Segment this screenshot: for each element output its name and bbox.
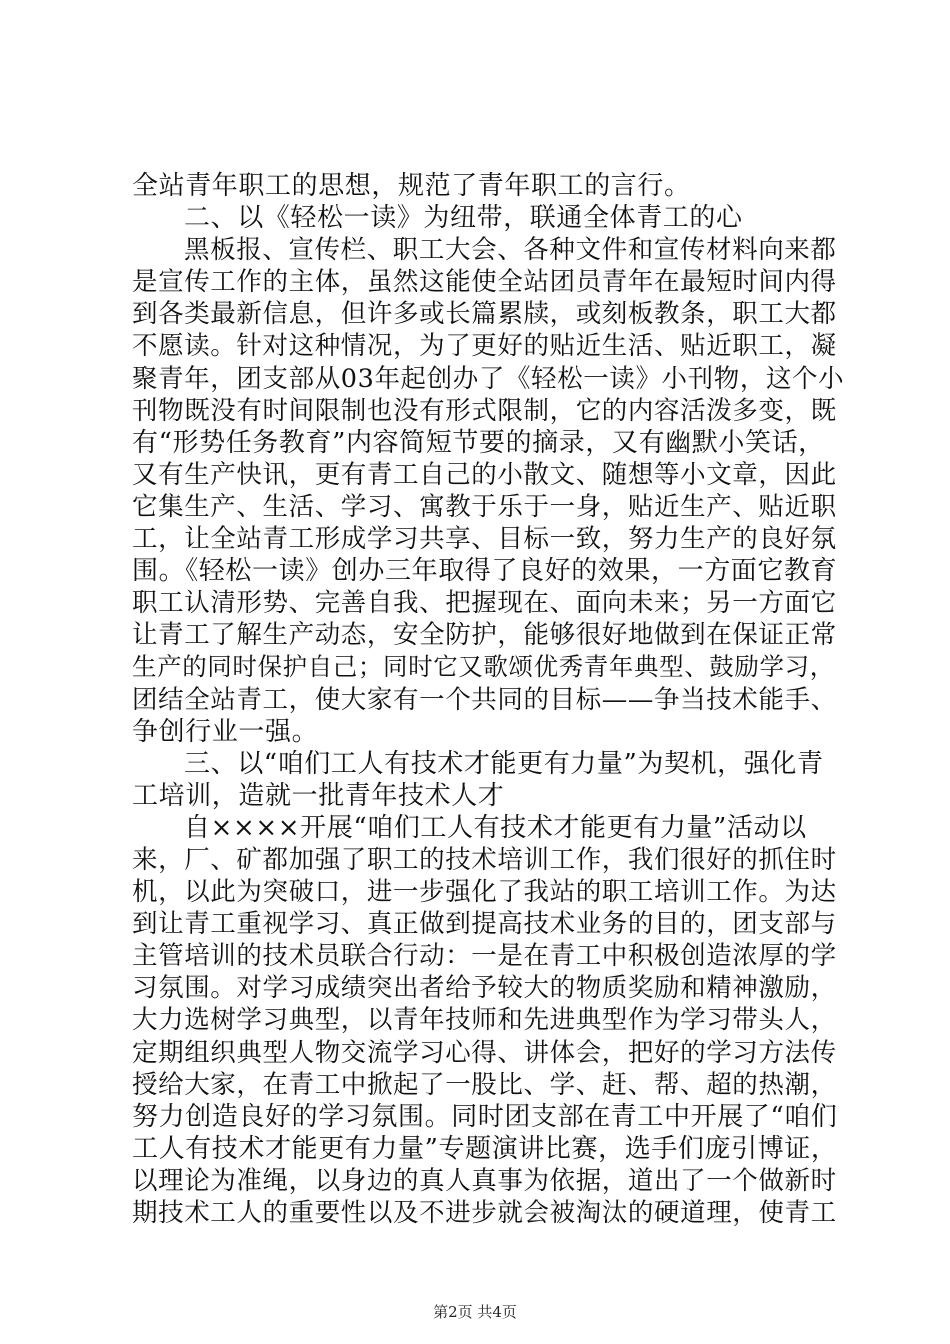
text-line: 习氛围。对学习成绩突出者给予较大的物质奖励和精神激励，: [132, 973, 837, 1004]
text-line: 围。《轻松一读》创办三年取得了良好的效果，一方面它教育: [132, 556, 838, 587]
text-line: 职工认清形势、完善自我、把握现在、面向未来；另一方面它: [132, 588, 837, 619]
document-body: [132, 170, 844, 1229]
text-line: 刊物既没有时间限制也没有形式限制，它的内容活泼多变，既: [132, 395, 837, 426]
text-line: 是宣传工作的主体，虽然这能使全站团员青年在最短时间内得: [132, 267, 837, 298]
text-line: 大力选树学习典型，以青年技师和先进典型作为学习带头人，: [132, 1005, 837, 1036]
text-line: 机，以此为突破口，进一步强化了我站的职工培训工作。为达: [132, 877, 837, 908]
text-line: 到让青工重视学习、真正做到提高技术业务的目的，团支部与: [132, 909, 837, 940]
page-number-footer: 第2页 共4页: [433, 1303, 517, 1321]
text-line: 有“形势任务教育”内容简短节要的摘录，又有幽默小笑话，: [132, 427, 825, 458]
text-line: 聚青年，团支部从03年起创办了《轻松一读》小刊物，这个小: [132, 363, 845, 394]
text-line: 工，让全站青工形成学习共享、目标一致，努力生产的良好氛: [132, 524, 837, 555]
text-line: 以理论为准绳，以身边的真人真事为依据，道出了一个做新时: [132, 1165, 837, 1196]
text-line: 全站青年职工的思想，规范了青年职工的言行。: [132, 171, 691, 201]
text-line: 二、以《轻松一读》为纽带，联通全体青工的心: [184, 203, 743, 234]
text-line: 三、以“咱们工人有技术才能更有力量”为契机，强化青: [184, 748, 824, 779]
text-line: 不愿读。针对这种情况，为了更好的贴近生活、贴近职工，凝: [132, 331, 837, 362]
text-line: 主管培训的技术员联合行动：一是在青工中积极创造浓厚的学: [132, 941, 837, 972]
text-line: 生产的同时保护自己；同时它又歌颂优秀青年典型、鼓励学习，: [132, 652, 835, 682]
text-line: 自××××开展“咱们工人有技术才能更有力量”活动以: [184, 812, 807, 843]
text-line: 工人有技术才能更有力量”专题演讲比赛，选手们庞引博证，: [132, 1133, 838, 1164]
text-line: 工培训，造就一批青年技术人才: [132, 780, 505, 811]
text-line: 期技术工人的重要性以及不进步就会被淘汰的硬道理，使青工: [132, 1198, 837, 1228]
text-line: 它集生产、生活、学习、寓教于乐于一身，贴近生产、贴近职: [132, 491, 837, 522]
text-line: 团结全站青工，使大家有一个共同的目标——争当技术能手、: [132, 684, 837, 715]
text-line: 授给大家，在青工中掀起了一股比、学、赶、帮、超的热潮，: [132, 1069, 837, 1100]
text-line: 努力创造良好的学习氛围。同时团支部在青工中开展了“咱们: [132, 1101, 838, 1132]
text-line: 让青工了解生产动态，安全防护，能够很好地做到在保证正常: [132, 620, 837, 651]
text-line: 到各类最新信息，但许多或长篇累牍，或刻板教条，职工大都: [132, 299, 837, 330]
text-line: 定期组织典型人物交流学习心得、讲体会，把好的学习方法传: [132, 1037, 837, 1068]
text-line: 又有生产快讯，更有青工自己的小散文、随想等小文章，因此: [132, 459, 837, 490]
text-line: 黑板报、宣传栏、职工大会、各种文件和宣传材料向来都: [184, 235, 837, 266]
text-line: 争创行业一强。: [132, 716, 319, 747]
text-line: 来，厂、矿都加强了职工的技术培训工作，我们很好的抓住时: [132, 844, 837, 875]
